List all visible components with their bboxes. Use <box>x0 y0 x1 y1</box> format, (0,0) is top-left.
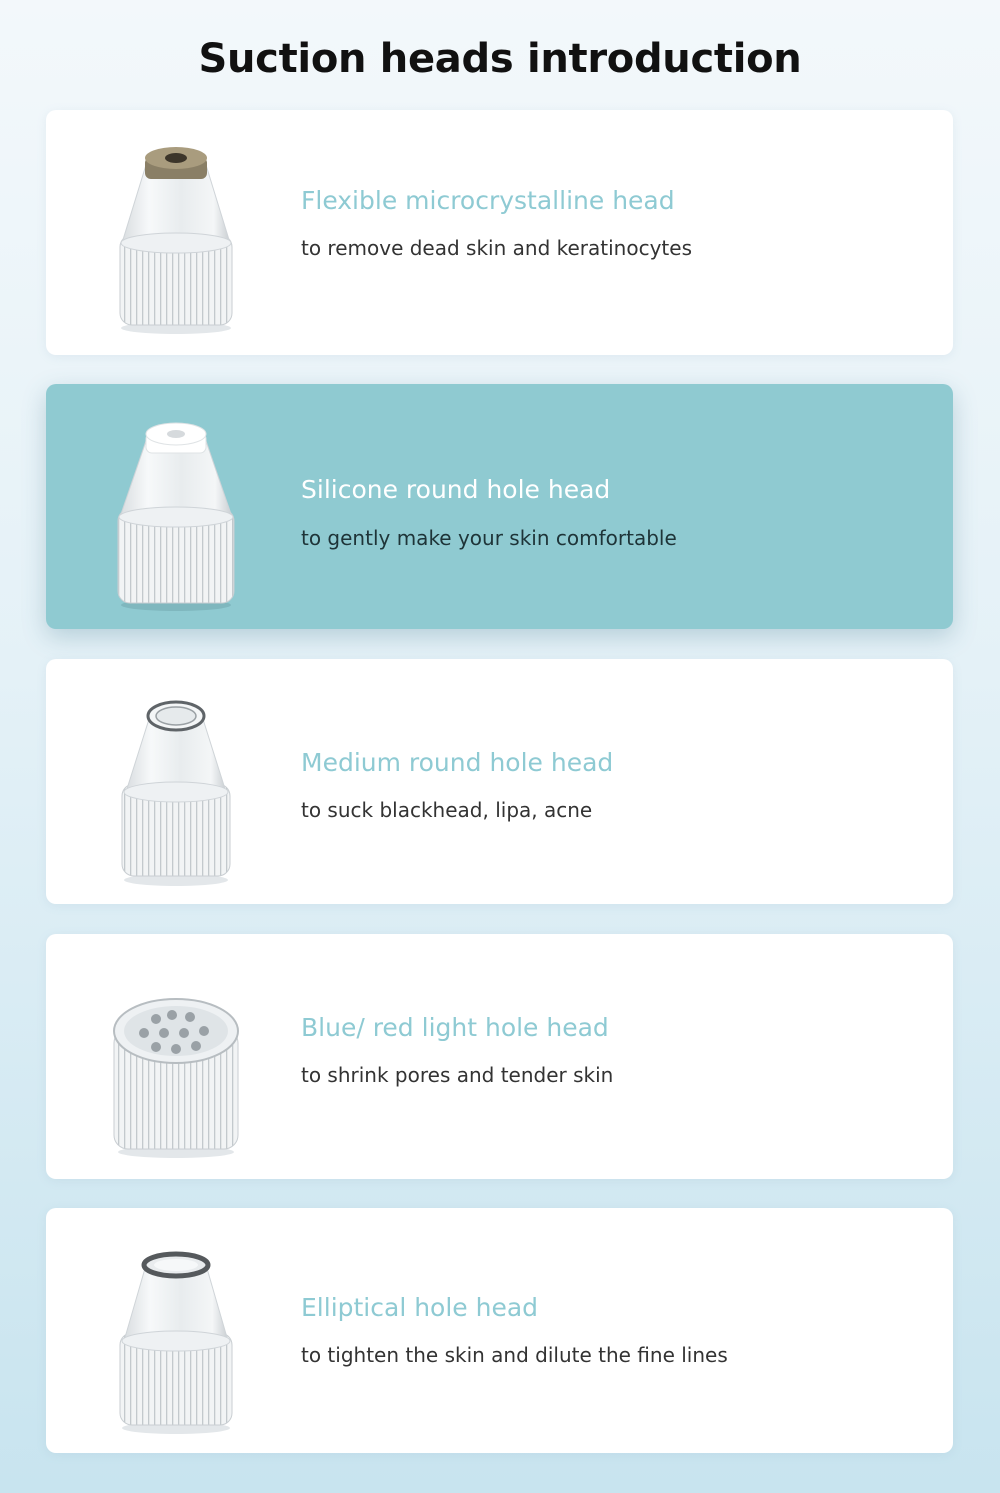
head-description: to tighten the skin and dilute the fine lines <box>301 1343 728 1367</box>
head-card-microcrystalline[interactable] <box>46 110 953 355</box>
head-name: Flexible microcrystalline head <box>301 186 675 215</box>
microcrystalline-head-icon <box>106 125 246 340</box>
light-hole-head-icon <box>106 949 246 1164</box>
head-description: to shrink pores and tender skin <box>301 1063 614 1087</box>
head-card-silicone-round[interactable] <box>46 384 953 629</box>
page-title: Suction heads introduction <box>198 36 802 82</box>
silicone-round-head-icon <box>106 399 246 614</box>
head-description: to gently make your skin comfortable <box>301 526 677 550</box>
head-card-medium-round[interactable] <box>46 659 953 904</box>
head-description: to suck blackhead, lipa, acne <box>301 798 593 822</box>
head-card-elliptical[interactable] <box>46 1208 953 1453</box>
head-card-light-hole[interactable] <box>46 934 953 1179</box>
head-name: Elliptical hole head <box>301 1293 539 1322</box>
medium-round-head-icon <box>106 674 246 889</box>
head-name: Silicone round hole head <box>301 475 611 504</box>
elliptical-hole-head-icon <box>106 1223 246 1438</box>
head-name: Medium round hole head <box>301 748 614 777</box>
head-name: Blue/ red light hole head <box>301 1013 609 1042</box>
head-description: to remove dead skin and keratinocytes <box>301 236 692 260</box>
